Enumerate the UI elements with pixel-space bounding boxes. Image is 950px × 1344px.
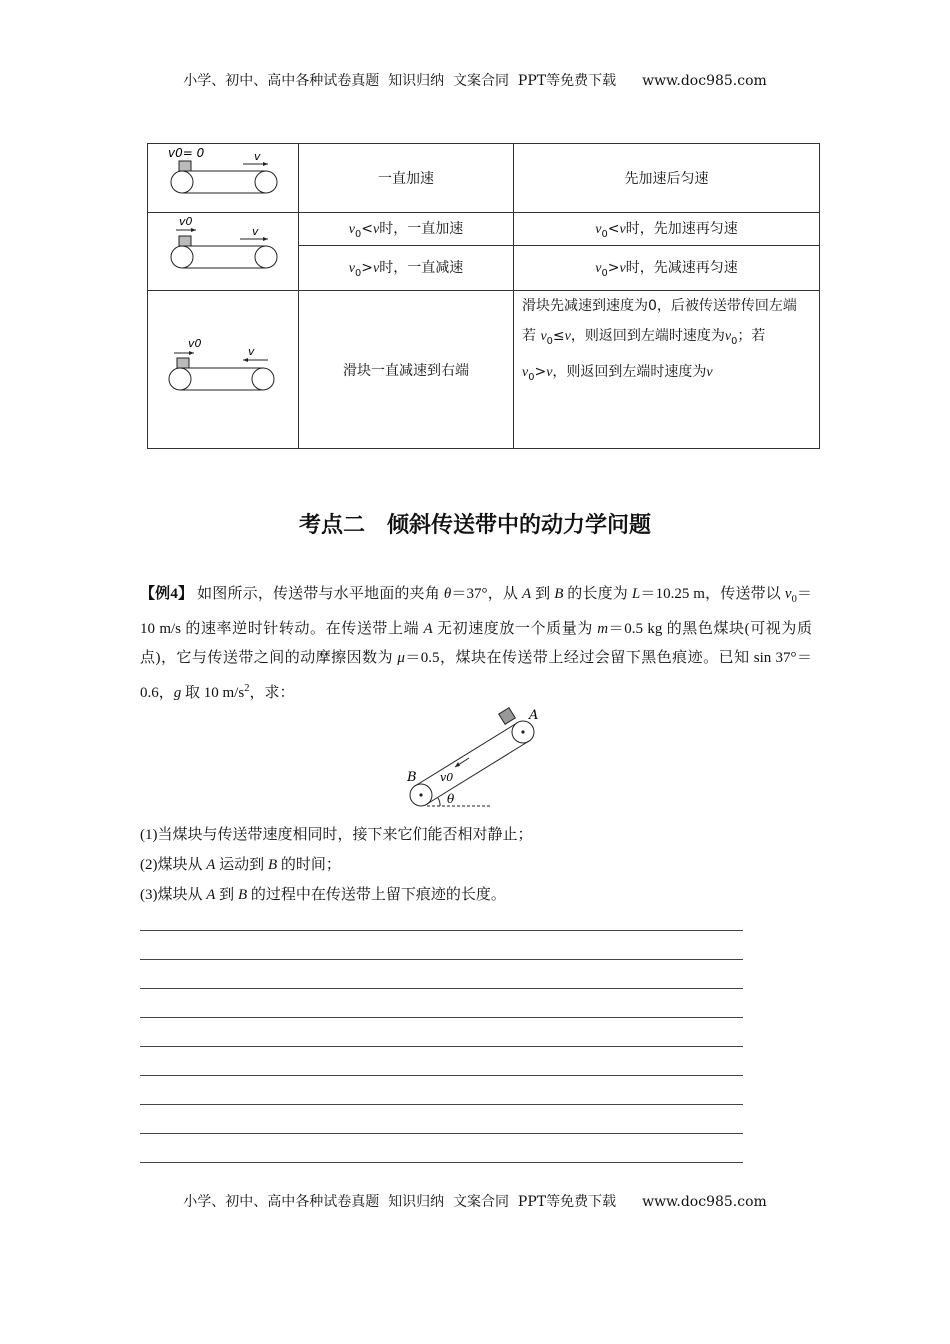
text-run: ＝0.5 kg 的黑色煤块(可视为质点)，它与传送带之间的动摩擦因数为: [140, 620, 812, 666]
text-run: 0: [546, 335, 553, 347]
answer-line[interactable]: [140, 1104, 743, 1105]
arrow-icon: [243, 358, 248, 362]
text-run: 如图所示，传送带与水平地面的夹角: [193, 586, 444, 602]
text-run: A: [206, 887, 216, 903]
section-title: 考点二 倾斜传送带中的动力学问题: [298, 513, 651, 538]
text-run: v: [372, 222, 380, 238]
answer-line[interactable]: [140, 1162, 743, 1163]
arrow-icon: [455, 762, 460, 767]
text-run: B: [237, 887, 248, 903]
text-run: (3)煤块从: [140, 887, 207, 903]
point-b-label: B: [407, 770, 417, 785]
text-run: A: [206, 857, 216, 873]
text-run: ＝10 m/s 的速率逆时针转动。在传送带上端: [140, 586, 812, 637]
text-run: v: [706, 364, 713, 380]
arrow-icon: [189, 351, 194, 355]
answer-line[interactable]: [140, 959, 743, 960]
text-run: 2: [244, 682, 250, 694]
text-run: 0: [601, 228, 608, 240]
text-run: 的过程中在传送带上留下痕迹的长度。: [247, 887, 506, 903]
incline-belt-figure: [398, 700, 548, 815]
text-run: 0: [731, 335, 738, 347]
footer-url[interactable]: www.doc985.com: [642, 1194, 767, 1210]
conveyor-cases-table: [147, 143, 820, 449]
table-cell: [514, 213, 820, 246]
text-run: v: [619, 222, 626, 238]
question-1: [140, 823, 533, 844]
text-run: 时，先加速再匀速: [625, 221, 738, 238]
example-label: 【例4】: [140, 586, 194, 602]
text-run: (2)煤块从: [140, 857, 207, 873]
diagram-cell: [148, 291, 299, 449]
text-run: A: [521, 586, 532, 602]
text-run: v: [595, 222, 602, 238]
text-run: 0: [791, 594, 797, 605]
text-run: <: [361, 221, 373, 238]
text-run: >: [361, 260, 373, 277]
text-run: v: [724, 329, 732, 344]
text-run: >: [534, 363, 547, 380]
text-run: v: [348, 222, 356, 238]
answer-line[interactable]: [140, 1017, 743, 1018]
question-3: [140, 883, 506, 904]
theta-label: θ: [447, 792, 455, 806]
footer-text: 小学、初中、高中各种试卷真题 知识归纳 文案合同 PPT等免费下载: [183, 1194, 617, 1210]
text-run: m: [597, 620, 609, 637]
v-label: v: [248, 344, 255, 358]
text-run: <: [607, 221, 620, 238]
text-run: B: [267, 857, 278, 873]
text-run: L: [631, 586, 641, 602]
text-run: ≤: [552, 328, 565, 344]
text-run: ，求：: [249, 684, 295, 701]
text-run: 到: [531, 586, 555, 602]
question-2: [140, 853, 341, 874]
text-run: ＝0.5，煤块在传送带上经过会留下黑色痕迹。已知 sin 37°＝0.6，: [140, 650, 812, 701]
table-row: [148, 291, 820, 449]
table-cell: [299, 213, 514, 246]
text-run: θ: [443, 586, 452, 602]
header-url[interactable]: www.doc985.com: [642, 73, 767, 89]
text-run: ＝37°，从: [451, 586, 522, 602]
table-cell: [514, 291, 820, 449]
text-run: v: [372, 261, 380, 277]
page-footer: [0, 1191, 950, 1211]
v0-label: v0: [188, 336, 202, 350]
v0-label: v0: [179, 214, 193, 228]
horizontal-belt-diagram: [148, 215, 298, 285]
text-run: (1)当煤块与传送带速度相同时，接下来它们能否相对静止；: [140, 827, 533, 843]
v-label: v: [254, 150, 261, 163]
text-run: v: [595, 261, 602, 277]
point-a-label: A: [529, 708, 539, 723]
example-paragraph: [140, 580, 812, 708]
table-cell: 滑块一直减速到右端: [299, 291, 514, 449]
text-run: 滑块先减速到速度为0，后被传送带传回左端: [522, 298, 797, 314]
text-run: v: [546, 364, 553, 380]
text-run: 的时间；: [277, 857, 341, 873]
table-row: [148, 213, 820, 246]
arrow-icon: [263, 237, 268, 241]
text-run: v: [348, 261, 356, 277]
text-run: ；若: [737, 328, 766, 344]
v0-label: v0: [440, 771, 454, 784]
answer-line[interactable]: [140, 1046, 743, 1047]
text-run: μ: [397, 650, 405, 666]
text-run: 取 10 m/s: [181, 684, 245, 701]
text-run: 时，一直加速: [379, 221, 464, 238]
text-run: ，则返回到左端时速度为: [570, 328, 725, 344]
text-run: g: [173, 684, 182, 701]
text-run: 0: [355, 228, 362, 240]
text-run: v: [619, 261, 626, 277]
text-run: ，则返回到左端时速度为: [552, 363, 707, 380]
answer-line[interactable]: [140, 1075, 743, 1076]
text-run: v: [540, 329, 547, 344]
text-run: v: [564, 329, 571, 344]
arrow-icon: [263, 162, 268, 166]
text-run: 0: [528, 371, 535, 383]
answer-line[interactable]: [140, 988, 743, 989]
text-run: 时，先减速再匀速: [625, 260, 738, 277]
text-run: v: [784, 586, 792, 602]
text-run: 无初速度放一个质量为: [432, 620, 598, 637]
answer-line[interactable]: [140, 930, 743, 931]
diagram-cell: [148, 144, 299, 213]
arrow-icon: [191, 228, 196, 232]
text-run: 0: [355, 267, 362, 279]
table-row: [148, 144, 820, 213]
text-run: 时，一直减速: [379, 260, 464, 277]
horizontal-belt-diagram: [148, 146, 298, 206]
table-cell: 一直加速: [299, 144, 514, 213]
table-cell: [514, 246, 820, 291]
header-text: 小学、初中、高中各种试卷真题 知识归纳 文案合同 PPT等免费下载: [183, 73, 617, 89]
horizontal-belt-diagram: [148, 333, 298, 403]
example-body: [140, 586, 812, 701]
text-run: >: [607, 260, 620, 277]
text-run: B: [554, 586, 564, 602]
text-run: 运动到: [215, 857, 268, 873]
text-run: 若: [522, 328, 541, 344]
text-run: 到: [215, 887, 238, 903]
text-run: v: [522, 364, 529, 380]
text-run: ＝10.25 m，传送带以: [640, 586, 785, 602]
table-cell: 先加速后匀速: [514, 144, 820, 213]
diagram-cell: [148, 213, 299, 291]
v0-label: v0= 0: [168, 146, 205, 160]
answer-line[interactable]: [140, 1133, 743, 1134]
text-run: 的长度为: [563, 586, 632, 602]
text-run: A: [423, 620, 433, 637]
table-cell: [299, 246, 514, 291]
v-label: v: [252, 224, 259, 238]
page-header: [0, 70, 950, 90]
text-run: 0: [601, 267, 608, 279]
